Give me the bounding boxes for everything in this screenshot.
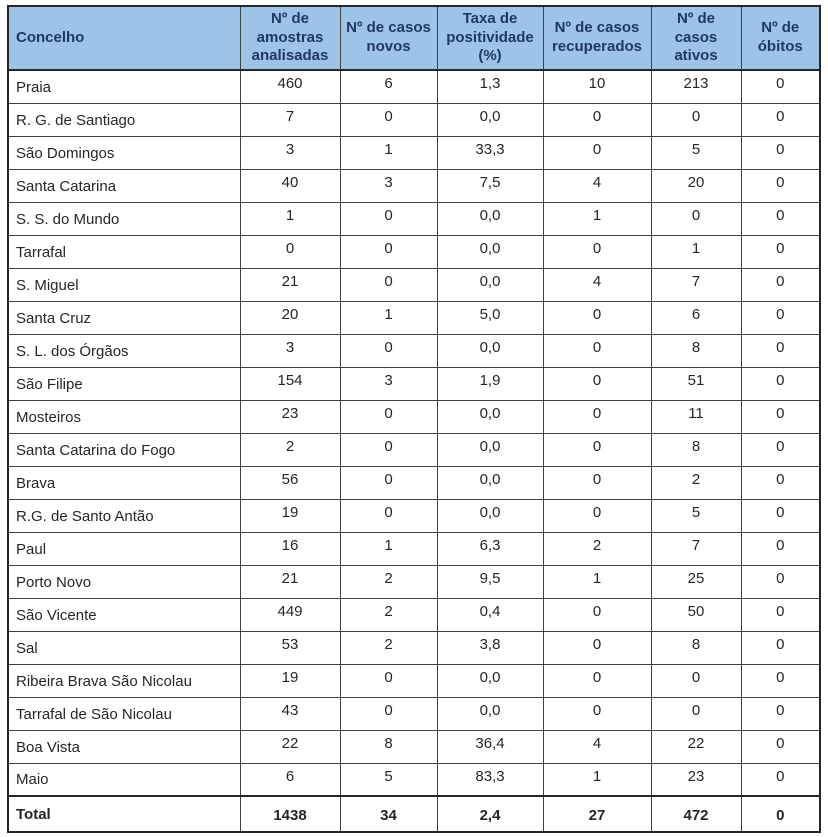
value-cell: 0 (741, 367, 820, 400)
value-cell: 0 (741, 631, 820, 664)
value-cell: 1 (340, 301, 437, 334)
concelho-name-cell: R. G. de Santiago (8, 103, 240, 136)
value-cell: 6 (651, 301, 741, 334)
table-row (8, 730, 820, 763)
value-cell: 0 (741, 103, 820, 136)
concelho-name-cell: Sal (8, 631, 240, 664)
value-cell: 0 (741, 796, 820, 832)
value-cell: 0 (543, 697, 651, 730)
value-cell: 40 (240, 169, 340, 202)
value-cell: 6 (340, 70, 437, 103)
concelho-name-cell: R.G. de Santo Antão (8, 499, 240, 532)
value-cell: 25 (651, 565, 741, 598)
value-cell: 0 (741, 697, 820, 730)
value-cell: 6 (240, 763, 340, 796)
value-cell: 50 (651, 598, 741, 631)
concelho-name-cell: Porto Novo (8, 565, 240, 598)
table-row (8, 433, 820, 466)
table-row (8, 334, 820, 367)
value-cell: 0 (543, 334, 651, 367)
header-casos-ativos: Nº de casos ativos (651, 6, 741, 70)
value-cell: 1 (240, 202, 340, 235)
value-cell: 51 (651, 367, 741, 400)
value-cell: 0 (741, 334, 820, 367)
value-cell: 0 (340, 499, 437, 532)
value-cell: 7 (651, 532, 741, 565)
value-cell: 0 (651, 103, 741, 136)
value-cell: 0,0 (437, 202, 543, 235)
concelho-name-cell: Boa Vista (8, 730, 240, 763)
value-cell: 5 (651, 499, 741, 532)
value-cell: 0 (543, 631, 651, 664)
value-cell: 53 (240, 631, 340, 664)
concelho-name-cell: Ribeira Brava São Nicolau (8, 664, 240, 697)
value-cell: 0 (741, 268, 820, 301)
value-cell: 0,0 (437, 103, 543, 136)
value-cell: 36,4 (437, 730, 543, 763)
value-cell: 1 (340, 532, 437, 565)
value-cell: 3 (340, 169, 437, 202)
concelho-name-cell: São Domingos (8, 136, 240, 169)
concelho-name-cell: Maio (8, 763, 240, 796)
concelho-name-cell: S. Miguel (8, 268, 240, 301)
value-cell: 1 (543, 202, 651, 235)
value-cell: 0 (741, 664, 820, 697)
concelho-name-cell: Tarrafal de São Nicolau (8, 697, 240, 730)
value-cell: 0 (543, 598, 651, 631)
value-cell: 0 (741, 202, 820, 235)
table-row (8, 202, 820, 235)
value-cell: 154 (240, 367, 340, 400)
value-cell: 0,0 (437, 235, 543, 268)
value-cell: 0 (543, 433, 651, 466)
value-cell: 23 (240, 400, 340, 433)
value-cell: 0 (340, 334, 437, 367)
value-cell: 3 (340, 367, 437, 400)
value-cell: 0 (340, 664, 437, 697)
value-cell: 0 (741, 70, 820, 103)
value-cell: 2 (340, 631, 437, 664)
value-cell: 0,0 (437, 268, 543, 301)
value-cell: 0 (741, 433, 820, 466)
value-cell: 0 (741, 598, 820, 631)
value-cell: 472 (651, 796, 741, 832)
value-cell: 5 (651, 136, 741, 169)
value-cell: 4 (543, 268, 651, 301)
value-cell: 22 (240, 730, 340, 763)
value-cell: 21 (240, 268, 340, 301)
value-cell: 0 (543, 301, 651, 334)
value-cell: 8 (651, 433, 741, 466)
concelho-name-cell: São Filipe (8, 367, 240, 400)
concelho-name-cell: S. S. do Mundo (8, 202, 240, 235)
value-cell: 0 (340, 697, 437, 730)
value-cell: 0 (741, 763, 820, 796)
table-row (8, 268, 820, 301)
table-row (8, 301, 820, 334)
value-cell: 2,4 (437, 796, 543, 832)
concelho-name-cell: Santa Catarina (8, 169, 240, 202)
value-cell: 0 (543, 466, 651, 499)
concelho-name-cell: Brava (8, 466, 240, 499)
value-cell: 2 (340, 598, 437, 631)
value-cell: 3 (240, 136, 340, 169)
table-row (8, 763, 820, 796)
value-cell: 0,0 (437, 400, 543, 433)
value-cell: 5 (340, 763, 437, 796)
value-cell: 1 (340, 136, 437, 169)
value-cell: 0 (651, 664, 741, 697)
value-cell: 0 (340, 433, 437, 466)
value-cell: 0,0 (437, 433, 543, 466)
value-cell: 4 (543, 730, 651, 763)
value-cell: 0 (543, 664, 651, 697)
value-cell: 2 (240, 433, 340, 466)
concelho-name-cell: Tarrafal (8, 235, 240, 268)
table-row (8, 169, 820, 202)
value-cell: 1 (543, 763, 651, 796)
value-cell: 0,4 (437, 598, 543, 631)
concelho-name-cell: Mosteiros (8, 400, 240, 433)
table-body (8, 70, 820, 832)
value-cell: 2 (340, 565, 437, 598)
table-row (8, 367, 820, 400)
total-label-cell: Total (8, 796, 240, 832)
value-cell: 0 (543, 400, 651, 433)
value-cell: 0 (340, 235, 437, 268)
header-casos-novos: Nº de casos novos (340, 6, 437, 70)
value-cell: 7 (651, 268, 741, 301)
value-cell: 19 (240, 499, 340, 532)
value-cell: 0,0 (437, 499, 543, 532)
table-row (8, 499, 820, 532)
value-cell: 19 (240, 664, 340, 697)
table-row (8, 565, 820, 598)
value-cell: 1 (543, 565, 651, 598)
value-cell: 4 (543, 169, 651, 202)
concelho-covid-table (7, 5, 821, 833)
value-cell: 0 (651, 697, 741, 730)
value-cell: 0 (543, 367, 651, 400)
table-row (8, 70, 820, 103)
value-cell: 0,0 (437, 664, 543, 697)
value-cell: 16 (240, 532, 340, 565)
value-cell: 0 (340, 268, 437, 301)
concelho-name-cell: S. L. dos Órgãos (8, 334, 240, 367)
value-cell: 1438 (240, 796, 340, 832)
value-cell: 20 (651, 169, 741, 202)
table-row (8, 103, 820, 136)
total-row (8, 796, 820, 832)
value-cell: 34 (340, 796, 437, 832)
table-row (8, 400, 820, 433)
table-row (8, 466, 820, 499)
value-cell: 8 (651, 334, 741, 367)
value-cell: 0 (543, 499, 651, 532)
value-cell: 1,9 (437, 367, 543, 400)
value-cell: 449 (240, 598, 340, 631)
value-cell: 0 (340, 400, 437, 433)
value-cell: 8 (340, 730, 437, 763)
value-cell: 213 (651, 70, 741, 103)
value-cell: 0 (240, 235, 340, 268)
value-cell: 43 (240, 697, 340, 730)
table-row (8, 136, 820, 169)
value-cell: 0 (741, 136, 820, 169)
concelho-name-cell: Santa Cruz (8, 301, 240, 334)
value-cell: 9,5 (437, 565, 543, 598)
value-cell: 0 (543, 103, 651, 136)
value-cell: 1 (651, 235, 741, 268)
header-obitos: Nº de óbitos (741, 6, 820, 70)
table-header (8, 6, 820, 70)
concelho-name-cell: Santa Catarina do Fogo (8, 433, 240, 466)
table-row (8, 664, 820, 697)
value-cell: 11 (651, 400, 741, 433)
value-cell: 2 (543, 532, 651, 565)
header-amostras-analisadas: Nº de amostras analisadas (240, 6, 340, 70)
value-cell: 0 (543, 136, 651, 169)
value-cell: 460 (240, 70, 340, 103)
table-row (8, 598, 820, 631)
value-cell: 0 (741, 301, 820, 334)
value-cell: 21 (240, 565, 340, 598)
concelho-name-cell: Paul (8, 532, 240, 565)
header-casos-recuperados: Nº de casos recuperados (543, 6, 651, 70)
value-cell: 0,0 (437, 334, 543, 367)
header-taxa-positividade: Taxa de positividade (%) (437, 6, 543, 70)
table-row (8, 532, 820, 565)
concelho-name-cell: Praia (8, 70, 240, 103)
value-cell: 7 (240, 103, 340, 136)
value-cell: 0 (741, 169, 820, 202)
value-cell: 56 (240, 466, 340, 499)
value-cell: 83,3 (437, 763, 543, 796)
value-cell: 33,3 (437, 136, 543, 169)
value-cell: 0 (741, 235, 820, 268)
value-cell: 0 (741, 730, 820, 763)
value-cell: 0 (741, 466, 820, 499)
value-cell: 22 (651, 730, 741, 763)
value-cell: 5,0 (437, 301, 543, 334)
value-cell: 0,0 (437, 697, 543, 730)
value-cell: 0 (543, 235, 651, 268)
value-cell: 0 (741, 400, 820, 433)
table-row (8, 697, 820, 730)
table-row (8, 235, 820, 268)
value-cell: 27 (543, 796, 651, 832)
value-cell: 6,3 (437, 532, 543, 565)
value-cell: 7,5 (437, 169, 543, 202)
table-row (8, 631, 820, 664)
value-cell: 3 (240, 334, 340, 367)
value-cell: 0,0 (437, 466, 543, 499)
value-cell: 0 (741, 532, 820, 565)
value-cell: 0 (741, 565, 820, 598)
value-cell: 8 (651, 631, 741, 664)
value-cell: 3,8 (437, 631, 543, 664)
value-cell: 20 (240, 301, 340, 334)
header-concelho: Concelho (8, 6, 240, 70)
value-cell: 1,3 (437, 70, 543, 103)
value-cell: 2 (651, 466, 741, 499)
value-cell: 0 (340, 103, 437, 136)
value-cell: 10 (543, 70, 651, 103)
value-cell: 0 (651, 202, 741, 235)
value-cell: 0 (741, 499, 820, 532)
value-cell: 0 (340, 202, 437, 235)
header-row (8, 6, 820, 70)
value-cell: 23 (651, 763, 741, 796)
value-cell: 0 (340, 466, 437, 499)
concelho-name-cell: São Vicente (8, 598, 240, 631)
